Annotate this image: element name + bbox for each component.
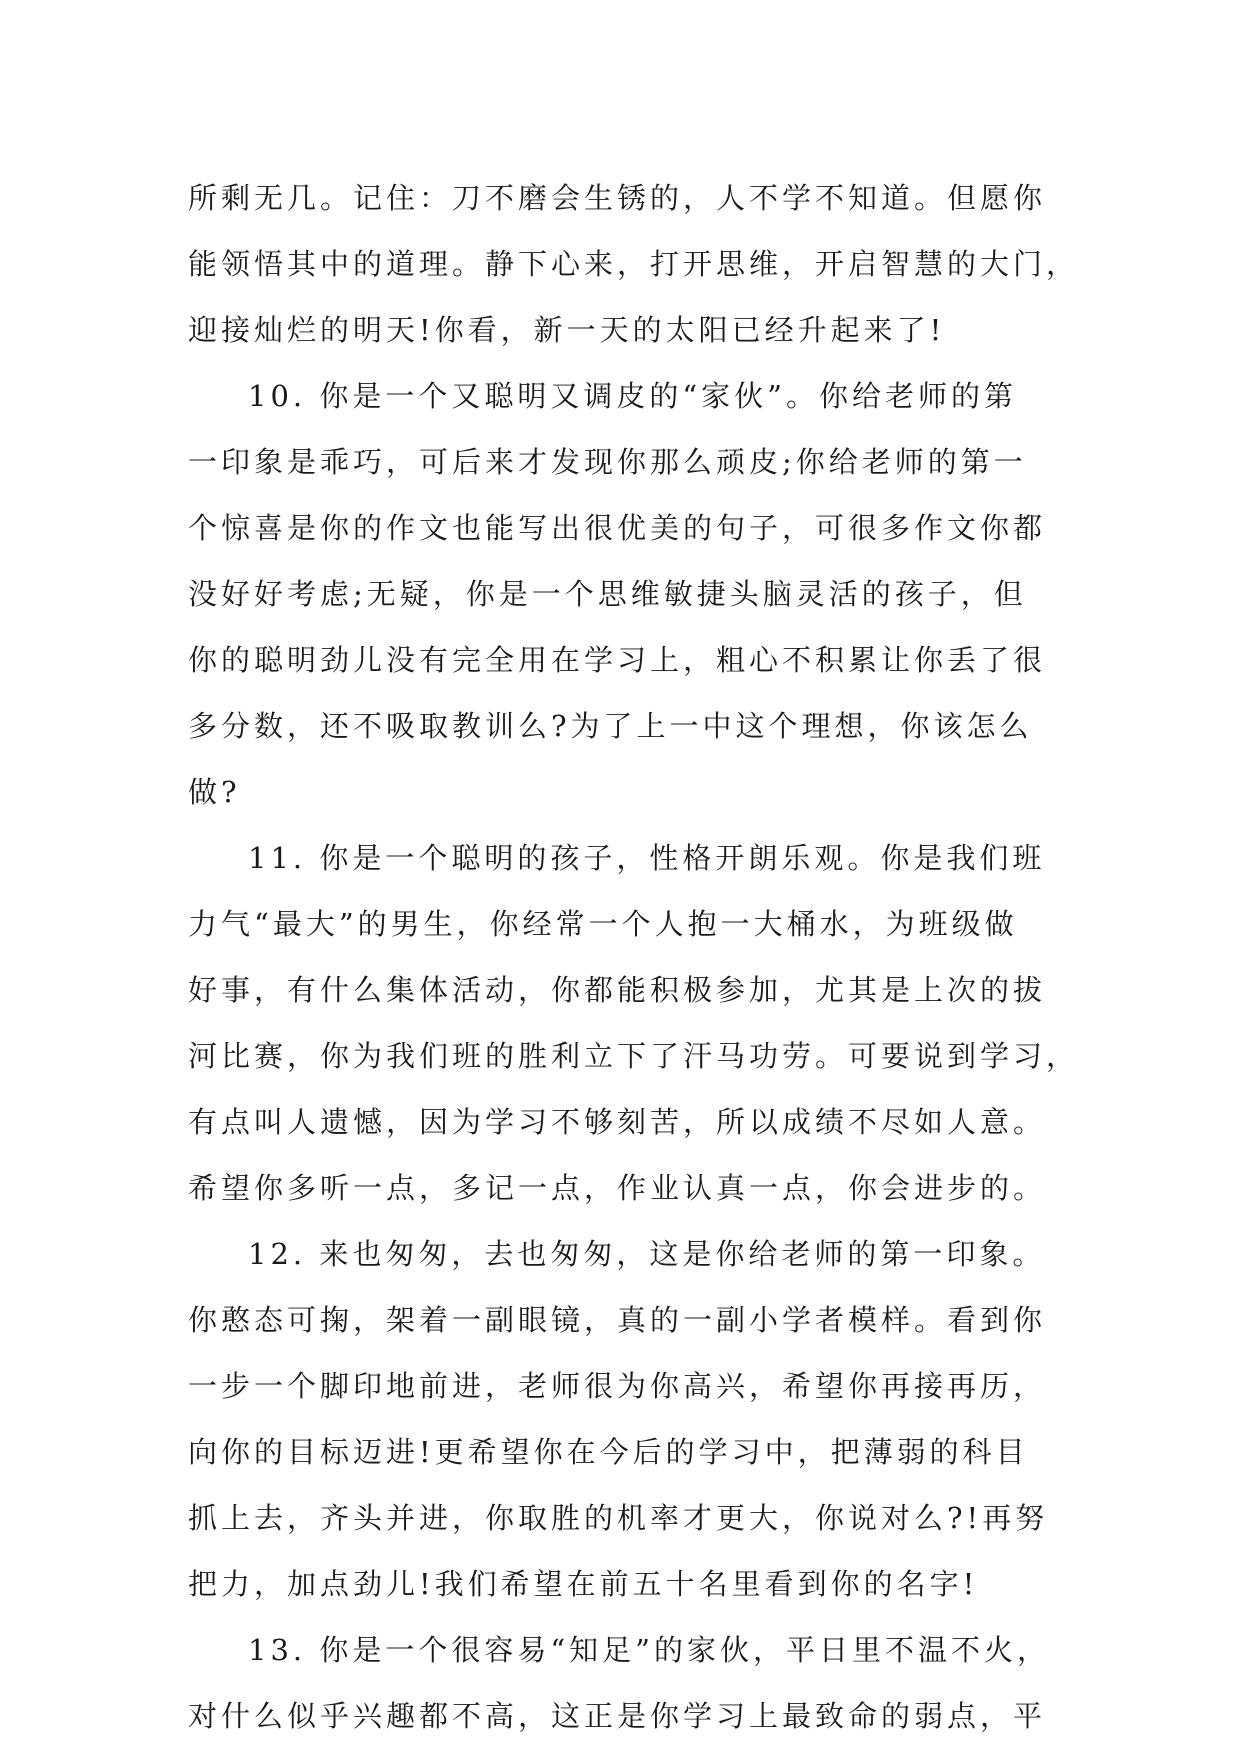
text-line: 抓上去，齐头并进，你取胜的机率才更大，你说对么?!再努 (188, 1501, 1049, 1535)
text-line: 把力，加点劲儿!我们希望在前五十名里看到你的名字! (188, 1567, 979, 1601)
text-line: 多分数，还不吸取教训么?为了上一中这个理想，你该怎么 (188, 709, 1033, 743)
text-line: 一印象是乖巧，可后来才发现你那么顽皮;你给老师的第一 (188, 445, 1027, 479)
text-line: 你的聪明劲儿没有完全用在学习上，粗心不积累让你丢了很 (188, 643, 1047, 677)
text-line: 所剩无几。记住：刀不磨会生锈的，人不学不知道。但愿你 (188, 181, 1047, 215)
text-line: 力气“最大”的男生，你经常一个人抱一大桶水，为班级做 (188, 907, 1018, 941)
text-line: 对什么似乎兴趣都不高，这正是你学习上最致命的弱点，平 (188, 1699, 1047, 1733)
text-line: 向你的目标迈进!更希望你在今后的学习中，把薄弱的科目 (188, 1435, 1029, 1469)
body-text (188, 165, 1080, 1749)
text-line: 有点叫人遗憾，因为学习不够刻苦，所以成绩不尽如人意。 (188, 1105, 1047, 1139)
paragraph-11-start: 11. 你是一个聪明的孩子，性格开朗乐观。你是我们班 (248, 841, 1046, 875)
text-line: 河比赛，你为我们班的胜利立下了汗马功劳。可要说到学习， (188, 1039, 1080, 1073)
text-line: 个惊喜是你的作文也能写出很优美的句子，可很多作文你都 (188, 511, 1047, 545)
paragraph-12-start: 12. 来也匆匆，去也匆匆，这是你给老师的第一印象。 (248, 1237, 1046, 1271)
text-line: 你憨态可掬，架着一副眼镜，真的一副小学者模样。看到你 (188, 1303, 1047, 1337)
text-line: 迎接灿烂的明天!你看，新一天的太阳已经升起来了! (188, 313, 946, 347)
text-line: 好事，有什么集体活动，你都能积极参加，尤其是上次的拔 (188, 973, 1047, 1007)
text-line: 做? (188, 775, 241, 809)
paragraph-10-start: 10. 你是一个又聪明又调皮的“家伙”。你给老师的第 (248, 379, 1017, 413)
text-line: 希望你多听一点，多记一点，作业认真一点，你会进步的。 (188, 1171, 1047, 1205)
text-line: 没好好考虑;无疑，你是一个思维敏捷头脑灵活的孩子，但 (188, 577, 1027, 611)
text-line: 能领悟其中的道理。静下心来，打开思维，开启智慧的大门， (188, 247, 1080, 281)
text-line: 一步一个脚印地前进，老师很为你高兴，希望你再接再历， (188, 1369, 1047, 1403)
paragraph-13-start: 13. 你是一个很容易“知足”的家伙，平日里不温不火， (248, 1633, 1050, 1667)
